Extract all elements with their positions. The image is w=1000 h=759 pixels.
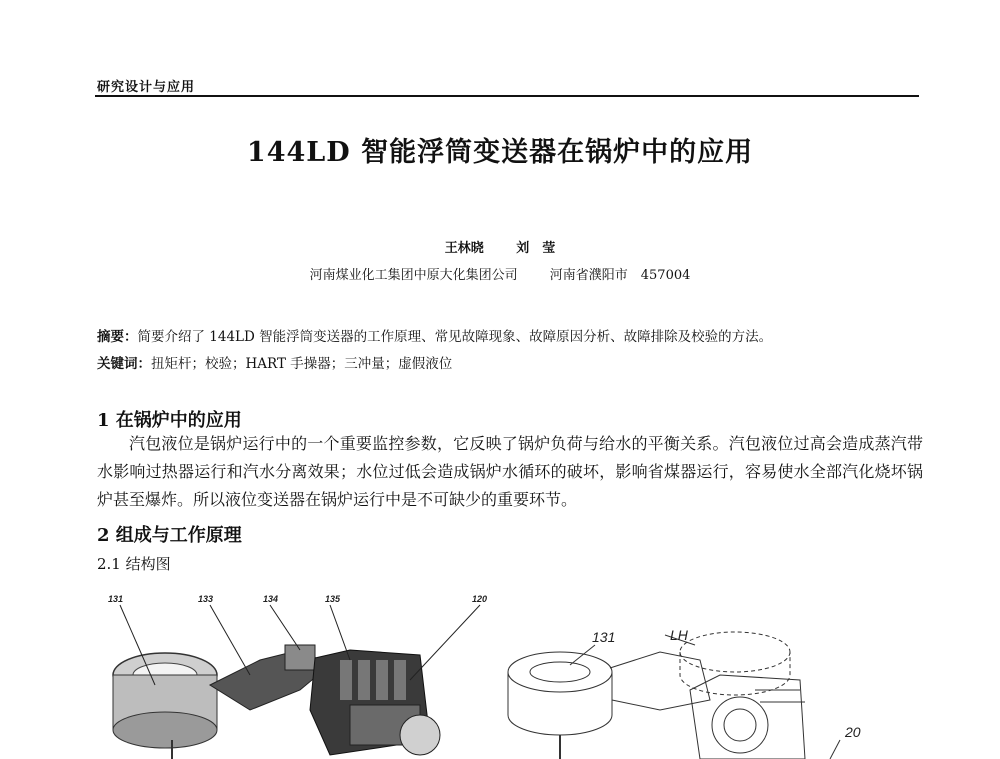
section-heading: 1 在锅炉中的应用 <box>97 410 242 431</box>
line-drawing <box>508 632 840 759</box>
section-paragraph: 汽包液位是锅炉运行中的一个重要监控参数，它反映了锅炉负荷与给水的平衡关系。汽包液位过高会造成蒸汽带水影响过热器运行和汽水分离效果；水位过低会造成锅炉水循环的破坏，影响省煤器运行，容易使水全部汽化烧坏锅炉甚至爆炸。所以液位变送器在锅炉运行中是不可缺少的重要环节。 <box>97 434 923 509</box>
figure-callout: 134 <box>263 594 279 604</box>
figure-callout: 120 <box>472 594 488 604</box>
running-head: 研究设计与应用 <box>97 80 196 95</box>
header-rule <box>95 95 919 97</box>
keywords-text: 扭矩杆；校验；HART 手操器；三冲量；虚假液位 <box>151 356 453 372</box>
figure-callout: LH <box>670 627 688 643</box>
subsection-heading: 2.1 结构图 <box>97 555 171 573</box>
abstract-label: 摘要： <box>97 329 138 345</box>
figure-callout: 131 <box>592 629 616 645</box>
abstract-text: 简要介绍了 144LD 智能浮筒变送器的工作原理、常见故障现象、故障原因分析、故障排除及校验的方法。 <box>137 329 773 345</box>
author-list <box>0 237 1000 256</box>
figure-callout: 131 <box>108 594 124 604</box>
affiliation-org: 河南煤业化工集团中原大化集团公司 <box>309 268 518 283</box>
section-heading: 2 组成与工作原理 <box>97 525 242 546</box>
paper-title: 144LD 智能浮筒变送器在锅炉中的应用 <box>246 137 754 168</box>
figure-callout: 133 <box>198 594 214 604</box>
affiliation <box>0 264 1000 283</box>
keywords-label: 关键词： <box>97 356 151 372</box>
abstract <box>97 325 772 345</box>
figure-callout: 135 <box>325 594 341 604</box>
author-name: 刘 莹 <box>516 241 556 256</box>
cutaway-illustration <box>113 605 480 759</box>
structure-figure <box>100 590 900 759</box>
affiliation-place: 河南省濮阳市 457004 <box>549 268 691 283</box>
keywords <box>97 352 452 372</box>
figure-callout: 20 <box>845 724 861 740</box>
author-name: 王林晓 <box>444 241 484 256</box>
